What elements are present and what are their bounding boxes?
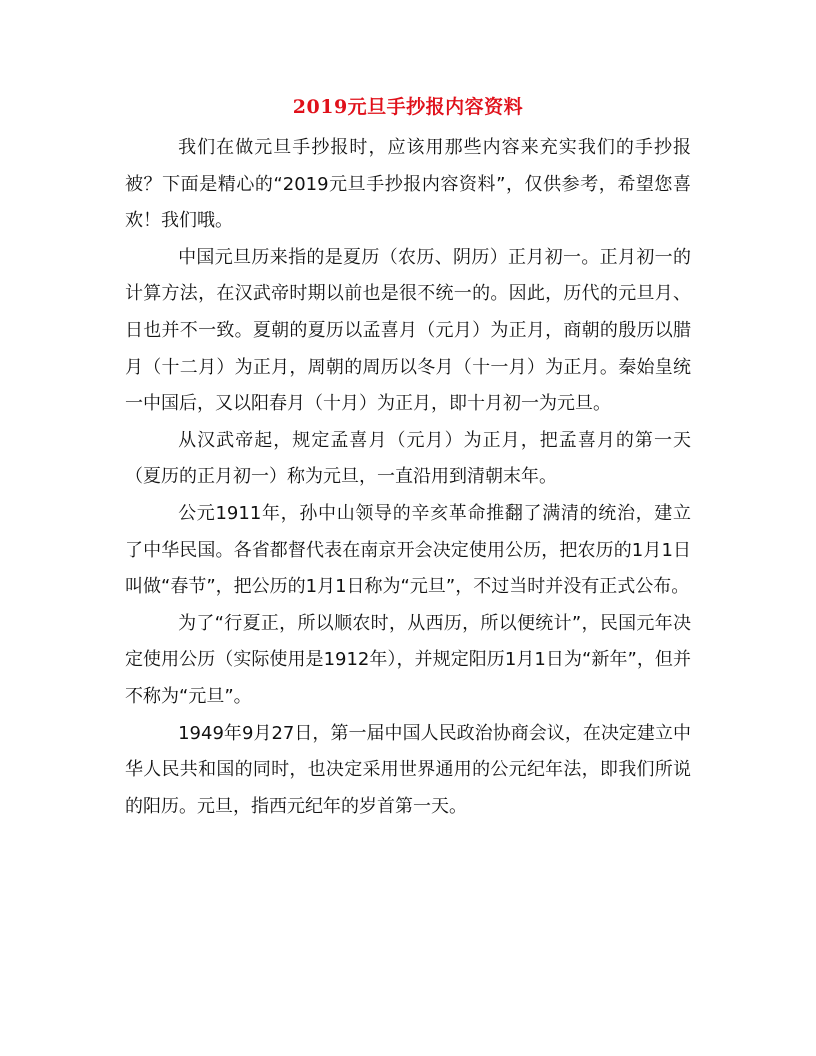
paragraph-1949: 1949年9月27日，第一届中国人民政治协商会议，在决定建立中华人民共和国的同时，也决定采用世界通用的公元纪年法，即我们所说的阳历。元旦，指西元纪年的岁首第一天。 bbox=[125, 722, 691, 817]
document-body bbox=[125, 130, 691, 825]
paragraph-1911: 公元1911年，孙中山领导的辛亥革命推翻了满清的统治，建立了中华民国。各省都督代表在南京开会决定使用公历，把农历的1月1日叫做“春节”，把公历的1月1日称为“元旦”，不过当时并没有正式公布。 bbox=[125, 502, 691, 598]
paragraph-republic: 为了“行夏正，所以顺农时，从西历，所以便统计”，民国元年决定使用公历（实际使用是1912年），并规定阳历1月1日为“新年”，但并不称为“元旦”。 bbox=[125, 612, 691, 707]
paragraph-intro: 我们在做元旦手抄报时，应该用那些内容来充实我们的手抄报被？下面是精心的“2019元旦手抄报内容资料”，仅供参考，希望您喜欢！我们哦。 bbox=[125, 137, 691, 232]
paragraph-history: 中国元旦历来指的是夏历（农历、阴历）正月初一。正月初一的计算方法，在汉武帝时期以前也是很不统一的。因此，历代的元旦月、日也并不一致。夏朝的夏历以孟喜月（元月）为正月，商朝的殷历以腊月（十二月）为正月，周朝的周历以冬月（十一月）为正月。秦始皇统一中国后，又以阳春月（十月）为正月，即十月初一为元旦。 bbox=[125, 246, 691, 415]
document-title: 2019元旦手抄报内容资料 bbox=[292, 96, 524, 118]
paragraph-han-dynasty: 从汉武帝起，规定孟喜月（元月）为正月，把孟喜月的第一天（夏历的正月初一）称为元旦，一直沿用到清朝末年。 bbox=[125, 429, 691, 488]
